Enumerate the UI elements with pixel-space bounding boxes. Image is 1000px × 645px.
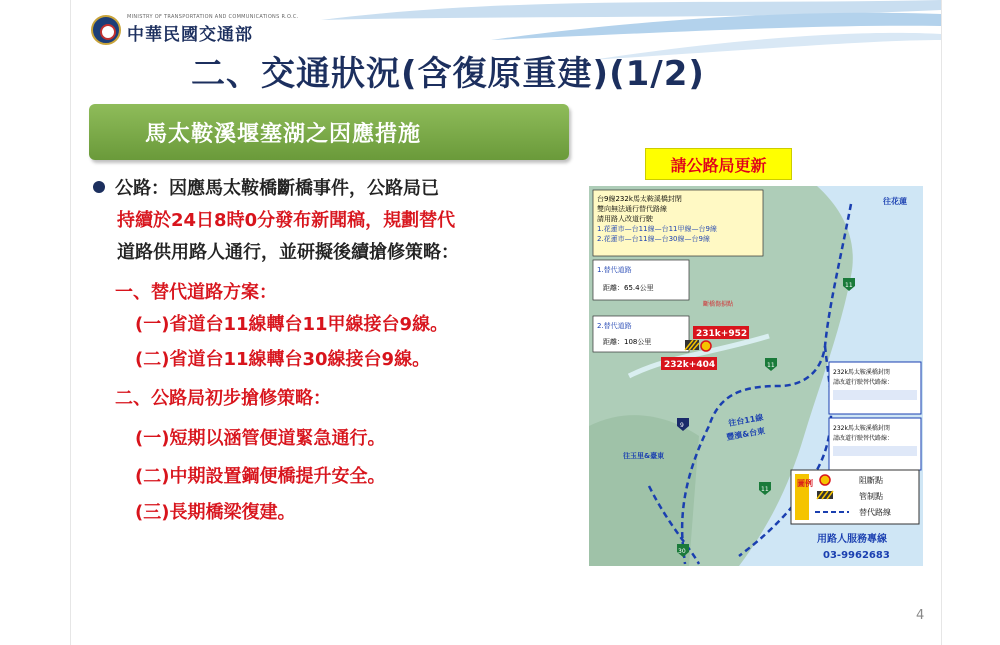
bullet-icon	[93, 181, 105, 193]
body-line-2: 持續於24日8時0分發布新聞稿，規劃替代	[117, 210, 456, 231]
info-title: 台9線232k馬太鞍溪橋封閉	[597, 195, 682, 203]
section-1-heading: 一、替代道路方案：	[115, 282, 277, 303]
update-note-badge: 請公路局更新	[645, 148, 792, 180]
legend-item-control: 管制點	[859, 492, 883, 501]
alt-route-2-label: 2.替代道路	[597, 322, 632, 330]
alt-route-1-label: 1.替代道路	[597, 266, 632, 274]
svg-text:11: 11	[761, 486, 769, 493]
logo-chinese-text: 中華民國交通部	[127, 25, 253, 45]
info-route-1: 1.花蓮市—台11線—台11甲線—台9線	[597, 225, 717, 233]
section-banner: 馬太鞍溪堰塞湖之因應措施	[89, 104, 569, 160]
svg-text:11: 11	[845, 282, 853, 289]
break-point-icon	[701, 341, 711, 351]
section-1-item-b: (二)省道台11線轉台30線接台9線。	[135, 349, 431, 370]
page-title: 二、交通狀況(含復原重建)(1/2)	[191, 54, 705, 94]
section-2-heading: 二、公路局初步搶修策略：	[115, 388, 331, 409]
body-text	[93, 173, 593, 269]
notice-card-2-sub: 請改道行駛替代路線：	[833, 435, 894, 442]
section-2-item-a: (一)短期以涵管便道緊急通行。	[135, 428, 386, 449]
page-number: 4	[916, 608, 925, 623]
legend-block-icon	[820, 475, 830, 485]
legend-item-block: 阻斷點	[859, 476, 883, 485]
ministry-seal-icon	[91, 15, 121, 45]
alt-route-2-distance: 距離：108公里	[603, 338, 652, 346]
place-hualien: 往花蓮	[883, 197, 907, 206]
break-point-label: 斷橋傷損點	[703, 301, 734, 308]
info-route-2: 2.花蓮市—台11線—台30線—台9線	[597, 235, 710, 243]
section-2-item-b: (二)中期設置鋼便橋提升安全。	[135, 466, 386, 487]
info-please: 請用路人改道行駛	[597, 215, 653, 223]
logo-english-text: MINISTRY OF TRANSPORTATION AND COMMUNICATIONS R.O.C.	[127, 14, 299, 20]
detour-map	[589, 186, 923, 566]
km-label-2: 232k+404	[664, 360, 716, 370]
notice-card-1-title: 232k馬太鞍溪橋封閉	[833, 369, 890, 376]
slide	[70, 0, 942, 645]
hotline-number: 03-9962683	[823, 550, 890, 561]
section-1-item-a: (一)省道台11線轉台11甲線接台9線。	[135, 314, 449, 335]
ministry-logo	[91, 14, 299, 45]
notice-card-1-route-strip	[833, 390, 917, 400]
road-label-along-2: 豐濱&台東	[725, 426, 766, 442]
legend-item-route: 替代路線	[859, 508, 891, 517]
svg-text:11: 11	[767, 362, 775, 369]
svg-text:9: 9	[680, 422, 684, 429]
section-2-item-c: (三)長期橋梁復建。	[135, 502, 296, 523]
info-sub: 雙向無法通行替代路線	[597, 205, 667, 213]
road-label-along: 往台11線	[727, 413, 764, 428]
km-label-1: 231k+952	[696, 329, 748, 339]
legend-title: 圖例	[797, 479, 813, 488]
svg-text:30: 30	[678, 548, 686, 555]
notice-card-2-title: 232k馬太鞍溪橋封閉	[833, 425, 890, 432]
alt-route-1-distance: 距離：65.4公里	[603, 284, 654, 292]
body-line-3: 道路供用路人通行，並研擬後續搶修策略：	[117, 242, 459, 263]
place-yuli: 往玉里&臺東	[623, 452, 665, 460]
notice-card-1-sub: 請改道行駛替代路線：	[833, 379, 894, 386]
hotline-title: 用路人服務專線	[817, 534, 887, 545]
body-line-1: 公路：因應馬太鞍橋斷橋事件，公路局已	[93, 173, 593, 205]
notice-card-2-route-strip	[833, 446, 917, 456]
